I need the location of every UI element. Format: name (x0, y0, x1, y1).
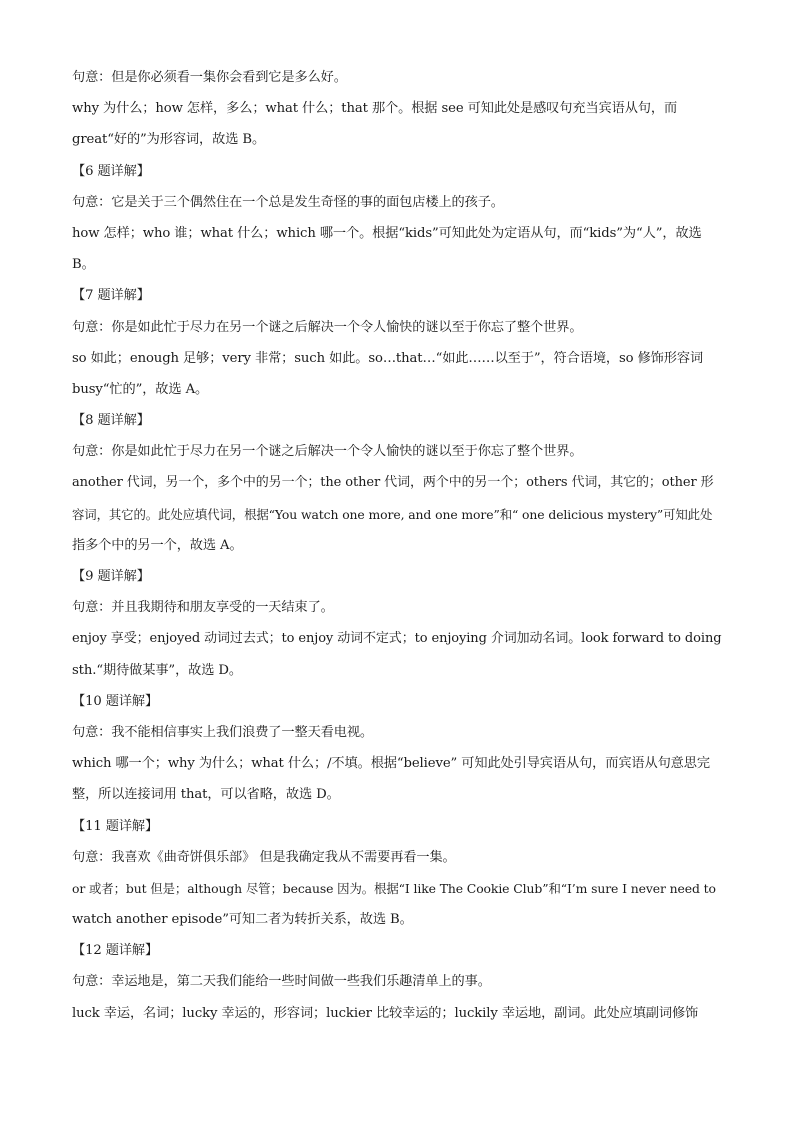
text-line: busy“忙的”，故选 A。 (72, 381, 209, 397)
text-line: 句意：并且我期待和朋友享受的一天结束了。 (72, 600, 334, 616)
text-line: so 如此；enough 足够；very 非常；such 如此。so…that…“如此……以至于”，符合语境，so 修饰形容词 (72, 350, 704, 366)
text-line: 容词，其它的。此处应填代词，根据“You watch one more, and one more”和“ one delicious mystery”可知此处 (72, 506, 713, 522)
text-line: why 为什么；how 怎样，多么；what 什么；that 那个。根据 see 可知此处是感叹句充当宾语从句，而 (72, 101, 678, 117)
text-line: great“好的”为形容词，故选 B。 (72, 132, 266, 148)
section-heading: 【6 题详解】 (72, 163, 150, 179)
text-line: 句意：但是你必须看一集你会看到它是多么好。 (72, 70, 347, 85)
text-line: which 哪一个；why 为什么；what 什么；/不填。根据“believe” 可知此处引导宾语从句，而宾语从句意思完 (72, 756, 710, 772)
text-line: 整，所以连接词用 that，可以省略，故选 D。 (72, 787, 340, 803)
section-heading: 【7 题详解】 (72, 288, 150, 304)
section-heading: 【8 题详解】 (72, 413, 150, 429)
document-page (72, 62, 722, 1029)
text-line: how 怎样；who 谁；what 什么；which 哪一个。根据“kids”可知此处为定语从句，而“kids”为“人”，故选 (72, 225, 702, 241)
text-line: 句意：我不能相信事实上我们浪费了一整天看电视。 (72, 724, 374, 740)
text-line: watch another episode”可知二者为转折关系，故选 B。 (72, 912, 413, 928)
text-line: 句意：幸运地是，第二天我们能给一些时间做一些我们乐趣清单上的事。 (72, 974, 491, 990)
section-heading: 【11 题详解】 (72, 818, 159, 834)
text-line: luck 幸运，名词；lucky 幸运的，形容词；luckier 比较幸运的；luckily 幸运地，副词。此处应填副词修饰 (72, 1005, 699, 1021)
text-line: 句意：你是如此忙于尽力在另一个谜之后解决一个令人愉快的谜以至于你忘了整个世界。 (72, 444, 583, 460)
text-line: 句意：它是关于三个偶然住在一个总是发生奇怪的事的面包店楼上的孩子。 (72, 194, 504, 210)
text-line: enjoy 享受；enjoyed 动词过去式；to enjoy 动词不定式；to enjoying 介词加动名词。look forward to doing (72, 631, 722, 647)
section-heading: 【9 题详解】 (72, 569, 150, 584)
text-line: 指多个中的另一个，故选 A。 (72, 537, 243, 553)
section-heading: 【10 题详解】 (72, 693, 159, 709)
text-line: 句意：我喜欢《曲奇饼俱乐部》 但是我确定我从不需要再看一集。 (72, 849, 456, 865)
text-line: sth.“期待做某事”，故选 D。 (72, 662, 242, 678)
text-line: another 代词，另一个，多个中的另一个；the other 代词，两个中的另一个；others 代词，其它的；other 形 (72, 475, 714, 491)
text-line: B。 (72, 257, 95, 273)
text-line: 句意：你是如此忙于尽力在另一个谜之后解决一个令人愉快的谜以至于你忘了整个世界。 (72, 319, 583, 335)
section-heading: 【12 题详解】 (72, 943, 159, 959)
text-line: or 或者；but 但是；although 尽管；because 因为。根据“I like The Cookie Club”和“I’m sure I never need to (72, 880, 716, 896)
